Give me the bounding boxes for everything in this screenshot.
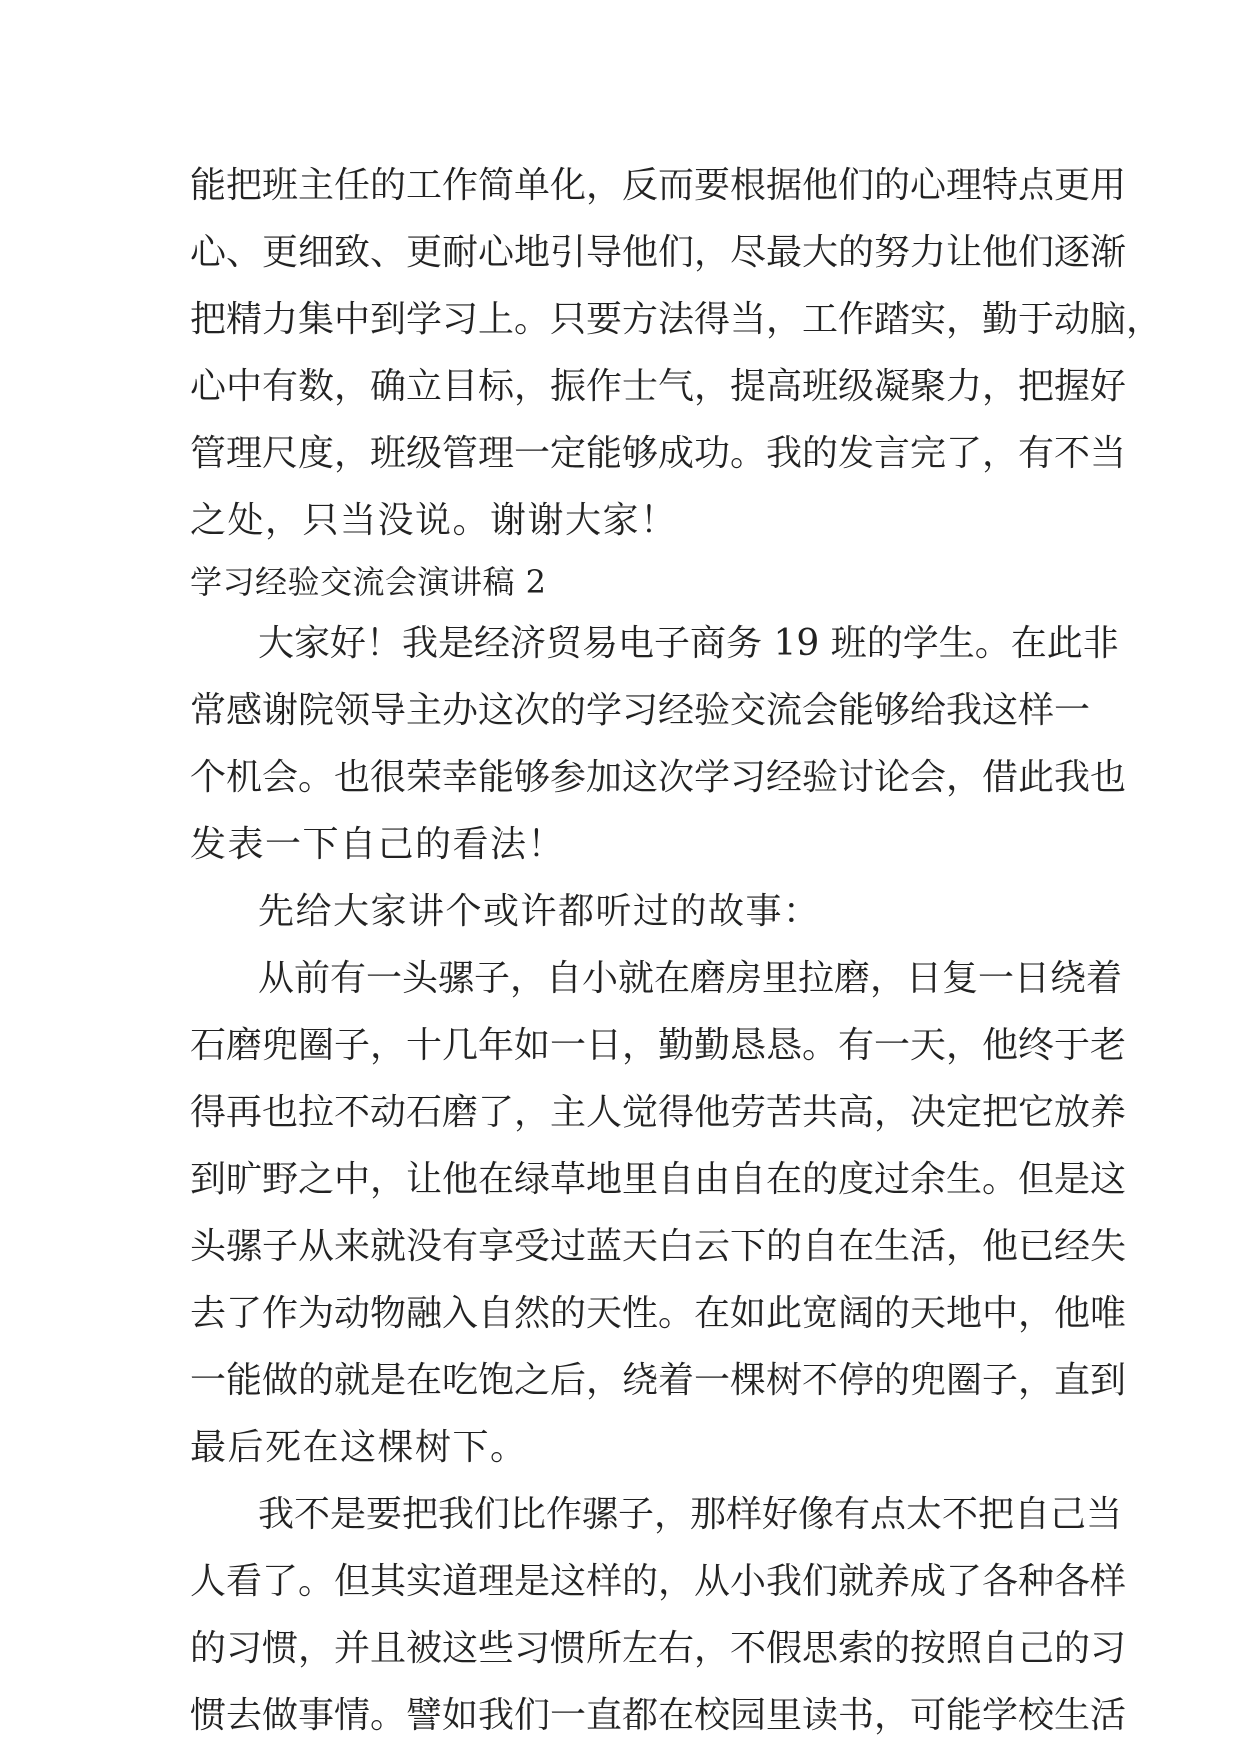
section1-line-1: 能把班主任的工作简单化，反而要根据他们的心理特点更用 bbox=[190, 165, 1127, 206]
paragraph1-line-2: 常感谢院领导主办这次的学习经验交流会能够给我这样一 bbox=[190, 690, 1091, 731]
section1-line-2: 心、更细致、更耐心地引导他们，尽最大的努力让他们逐渐 bbox=[190, 232, 1127, 273]
section1-line-3: 把精力集中到学习上。只要方法得当，工作踏实，勤于动脑， bbox=[190, 299, 1163, 340]
paragraph4-line-3: 的习惯，并且被这些习惯所左右，不假思索的按照自己的习 bbox=[190, 1628, 1127, 1669]
section1-line-4: 心中有数，确立目标，振作士气，提高班级凝聚力，把握好 bbox=[190, 366, 1127, 407]
paragraph1-line-1: 大家好！我是经济贸易电子商务 19 班的学生。在此非 bbox=[258, 623, 1119, 664]
section1-line-5: 管理尺度，班级管理一定能够成功。我的发言完了，有不当 bbox=[190, 433, 1127, 474]
paragraph3-line-8: 最后死在这棵树下。 bbox=[190, 1427, 528, 1468]
paragraph1-line-3: 个机会。也很荣幸能够参加这次学习经验讨论会，借此我也 bbox=[190, 757, 1127, 798]
paragraph2-line-1: 先给大家讲个或许都听过的故事： bbox=[258, 891, 821, 932]
paragraph3-line-7: 一能做的就是在吃饱之后，绕着一棵树不停的兜圈子，直到 bbox=[190, 1360, 1127, 1401]
paragraph1-line-4: 发表一下自己的看法！ bbox=[190, 824, 566, 865]
paragraph3-line-5: 头骡子从来就没有享受过蓝天白云下的自在生活，他已经失 bbox=[190, 1226, 1127, 1267]
paragraph3-line-3: 得再也拉不动石磨了，主人觉得他劳苦共高，决定把它放养 bbox=[190, 1092, 1127, 1133]
section1-line-6: 之处，只当没说。谢谢大家！ bbox=[190, 500, 678, 541]
paragraph3-line-4: 到旷野之中，让他在绿草地里自由自在的度过余生。但是这 bbox=[190, 1159, 1127, 1200]
paragraph4-line-1: 我不是要把我们比作骡子，那样好像有点太不把自己当 bbox=[258, 1494, 1123, 1535]
paragraph3-line-6: 去了作为动物融入自然的天性。在如此宽阔的天地中，他唯 bbox=[190, 1293, 1127, 1334]
paragraph4-line-2: 人看了。但其实道理是这样的，从小我们就养成了各种各样 bbox=[190, 1561, 1127, 1602]
paragraph3-line-2: 石磨兜圈子，十几年如一日，勤勤恳恳。有一天，他终于老 bbox=[190, 1025, 1127, 1066]
paragraph3-line-1: 从前有一头骡子，自小就在磨房里拉磨，日复一日绕着 bbox=[258, 958, 1123, 999]
paragraph4-line-4: 惯去做事情。譬如我们一直都在校园里读书，可能学校生活 bbox=[190, 1695, 1127, 1736]
section2-title: 学习经验交流会演讲稿 2 bbox=[190, 563, 547, 601]
